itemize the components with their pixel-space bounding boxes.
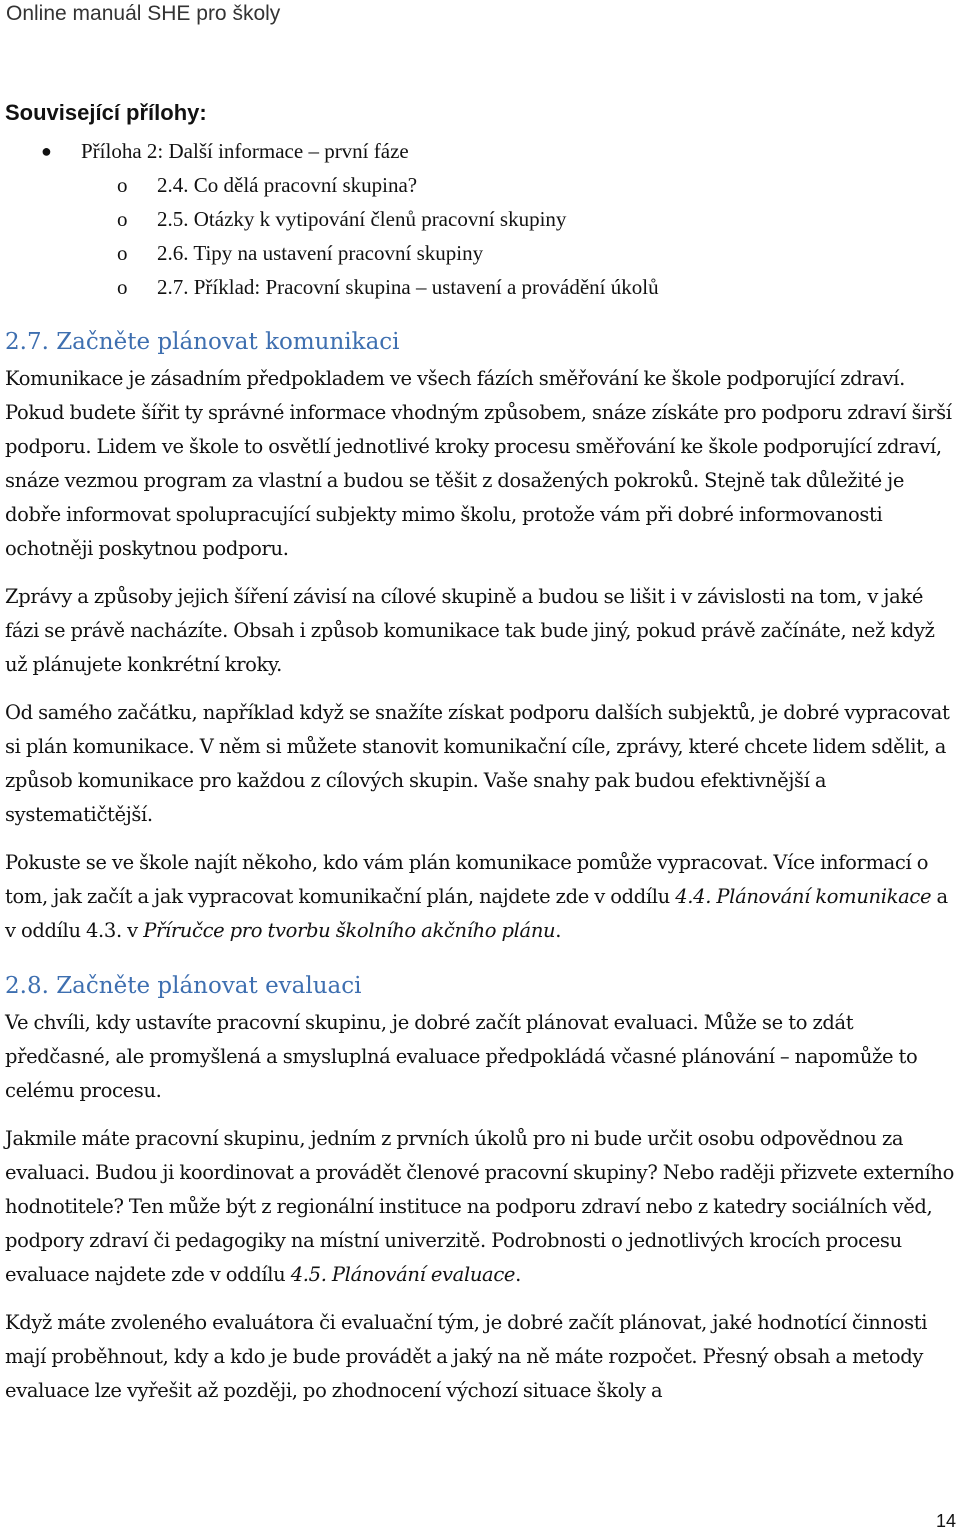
related-attachments-list	[5, 134, 955, 304]
circle-o-icon: o	[117, 207, 128, 231]
paragraph: Komunikace je zásadním předpokladem ve všech fázích směřování ke škole podporující zdraví. Pokud budete šířit ty správné informace vhodným způsobem, snáze získáte pro podporu zdraví širší podporu. Lidem ve škole to osvětlí jednotlivé kroky procesu směřování ke škole podporující zdraví, snáze vezmou program za vlastní a budou se těšit z dosažených pokroků. Stejně tak důležité je dobře informovat spolupracující subjekty mimo školu, protože vám při dobré informovanosti ochotněji poskytnou podporu.	[5, 367, 952, 560]
list-item-text[interactable]: 2.7. Příklad: Pracovní skupina – ustavení a provádění úkolů	[157, 275, 659, 299]
list-item-text: Příloha 2: Další informace – první fáze	[81, 139, 409, 163]
paragraph: Když máte zvoleného evaluátora či evaluační tým, je dobré začít plánovat, jaké hodnotící činnosti mají proběhnout, kdy a kdo je bude provádět a jaký na ně máte rozpočet. Přesný obsah a metody evaluace lze vyřešit až později, po zhodnocení výchozí situace školy a	[5, 1311, 928, 1402]
page-content	[5, 100, 955, 1422]
paragraph: Od samého začátku, například když se snažíte získat podporu dalších subjektů, je dobré vypracovat si plán komunikace. V něm si můžete stanovit komunikační cíle, zprávy, které chcete lidem sdělit, a způsob komunikace pro každou z cílových skupin. Vaše snahy pak budou efektivnější a systematičtější.	[5, 701, 950, 826]
paragraph-text: .	[515, 1263, 521, 1286]
section-reference-link[interactable]: 4.5. Plánování evaluace	[290, 1263, 516, 1286]
document-reference-link[interactable]: Příručce pro tvorbu školního akčního plánu	[143, 919, 556, 942]
paragraph-text: Jakmile máte pracovní skupinu, jedním z prvních úkolů pro ni bude určit osobu odpovědnou za evaluaci. Budou ji koordinovat a provádět členové pracovní skupiny? Nebo raději přizvete externího hodnotitele? Ten může být z regionální instituce na podporu zdraví nebo z katedry sociálních věd, podpory zdraví či pedagogiky na místní univerzitě. Podrobnosti o jednotlivých krocích procesu evaluace najdete zde v oddílu	[5, 1127, 955, 1286]
section-heading: 2.8. Začněte plánovat evaluaci	[5, 973, 362, 999]
list-item-text[interactable]: 2.4. Co dělá pracovní skupina?	[157, 173, 418, 197]
paragraph	[5, 846, 955, 948]
paragraph-text: a v oddílu 4.3. v	[5, 885, 948, 942]
related-attachments-title: Související přílohy:	[5, 100, 207, 125]
list-item	[5, 168, 955, 202]
bullet-dot-icon: ●	[41, 141, 52, 161]
circle-o-icon: o	[117, 241, 128, 265]
circle-o-icon: o	[117, 173, 128, 197]
paragraph: Ve chvíli, kdy ustavíte pracovní skupinu, je dobré začít plánovat evaluaci. Může se to zdát předčasné, ale promyšlená a smysluplná evaluace předpokládá včasné plánování – napomůže to celému procesu.	[5, 1011, 918, 1102]
paragraph-text: Pokuste se ve škole najít někoho, kdo vám plán komunikace pomůže vypracovat. Více informací o tom, jak začít a jak vypracovat komunikační plán, najdete zde v oddílu	[5, 851, 929, 908]
paragraph-text: .	[555, 919, 562, 942]
section-reference-link[interactable]: 4.4. Plánování komunikace	[675, 885, 932, 908]
paragraph	[5, 1122, 955, 1292]
paragraph: Zprávy a způsoby jejich šíření závisí na cílové skupině a budou se lišit i v závislosti na tom, v jaké fázi se právě nacházíte. Obsah i způsob komunikace tak bude jiný, pokud právě začínáte, než když už plánujete konkrétní kroky.	[5, 585, 935, 676]
page-number: 14	[935, 1511, 956, 1531]
list-item	[5, 134, 955, 168]
circle-o-icon: o	[117, 275, 128, 299]
section-heading: 2.7. Začněte plánovat komunikaci	[5, 329, 400, 355]
list-item-text[interactable]: 2.6. Tipy na ustavení pracovní skupiny	[157, 241, 484, 265]
list-item	[5, 270, 955, 304]
list-item	[5, 236, 955, 270]
list-item-text[interactable]: 2.5. Otázky k vytipování členů pracovní skupiny	[157, 207, 567, 231]
list-item	[5, 202, 955, 236]
running-header: Online manuál SHE pro školy	[6, 2, 281, 25]
